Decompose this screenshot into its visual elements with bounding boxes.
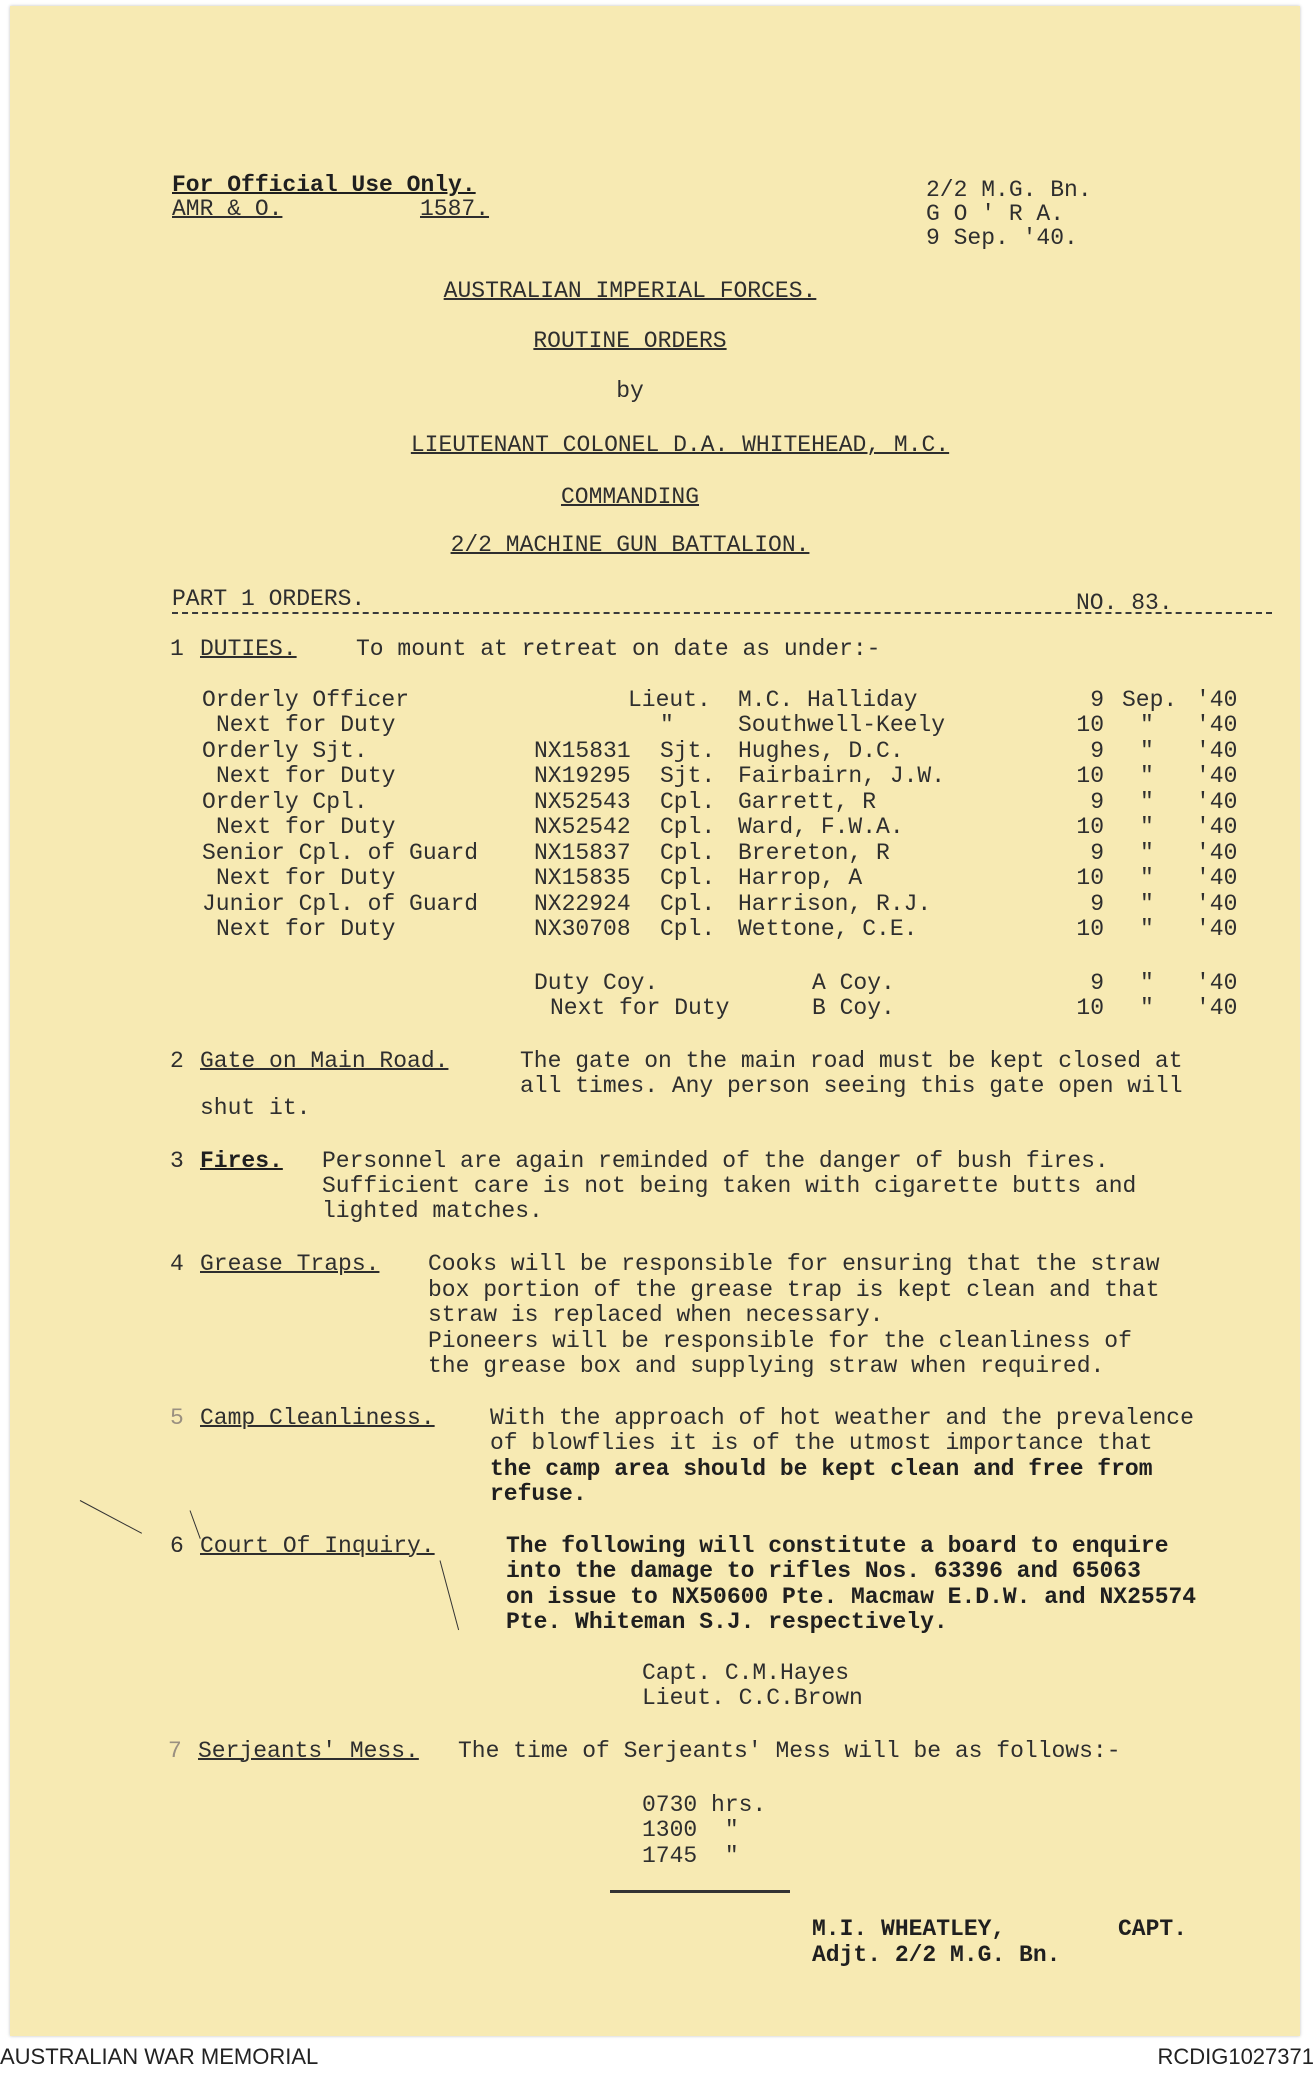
roster-role: Junior Cpl. of Guard <box>202 891 479 917</box>
roster-name: Harrison, R.J. <box>738 891 932 917</box>
roster-month: " <box>1140 763 1154 789</box>
roster-rank: Cpl. <box>660 840 716 866</box>
item-line: refuse. <box>490 1481 587 1507</box>
title-forces: AUSTRALIAN IMPERIAL FORCES. <box>443 278 817 304</box>
roster-number: NX15837 <box>534 840 631 866</box>
signatory-name: M.I. WHEATLEY, <box>812 1916 1006 1942</box>
roster-day: 10 <box>1076 916 1104 942</box>
roster-role: Orderly Cpl. <box>202 789 368 815</box>
roster-day: 9 <box>1090 738 1104 764</box>
roster-month: " <box>1140 840 1154 866</box>
coy-role: Duty Coy. <box>534 970 659 996</box>
item-heading: Grease Traps. <box>200 1251 380 1277</box>
roster-number: NX52542 <box>534 814 631 840</box>
roster-year: '40 <box>1196 840 1238 866</box>
coy-name: B Coy. <box>812 995 895 1021</box>
item-number: 4 <box>170 1251 184 1277</box>
archive-name: AUSTRALIAN WAR MEMORIAL <box>0 2044 319 2069</box>
roster-role: Next for Duty <box>216 712 396 738</box>
item-line: Pioneers will be responsible for the cleanliness of <box>428 1328 1132 1354</box>
item-line: Sufficient care is not being taken with cigarette butts and <box>322 1173 1137 1199</box>
item-line: Personnel are again reminded of the danger of bush fires. <box>322 1148 1109 1174</box>
roster-rank: Lieut. <box>628 687 711 713</box>
roster-role: Next for Duty <box>216 763 396 789</box>
item-line: the camp area should be kept clean and free from <box>490 1456 1153 1482</box>
roster-rank: Cpl. <box>660 865 716 891</box>
roster-year: '40 <box>1196 891 1238 917</box>
board-member: Capt. C.M.Hayes <box>642 1660 850 1686</box>
roster-rank: Sjt. <box>660 738 716 764</box>
roster-number: NX22924 <box>534 891 631 917</box>
roster-name: Hughes, D.C. <box>738 738 904 764</box>
item-heading: Court Of Inquiry. <box>200 1533 435 1559</box>
item-line: lighted matches. <box>322 1198 543 1224</box>
roster-year: '40 <box>1196 763 1238 789</box>
title-routine-orders: ROUTINE ORDERS <box>533 328 727 354</box>
order-number: NO. 83. <box>1076 590 1173 616</box>
title-by: by <box>616 378 644 404</box>
duties-heading: DUTIES. <box>200 636 297 662</box>
duties-number: 1 <box>170 636 184 662</box>
roster-name: Harrop, A <box>738 865 863 891</box>
roster-role: Orderly Sjt. <box>202 738 368 764</box>
roster-month: " <box>1140 891 1154 917</box>
title-commanding: COMMANDING <box>560 484 700 510</box>
item-line: The gate on the main road must be kept closed at <box>520 1048 1183 1074</box>
coy-day: 10 <box>1076 995 1104 1021</box>
roster-year: '40 <box>1196 687 1238 713</box>
roster-day: 9 <box>1090 840 1104 866</box>
coy-year: '40 <box>1196 970 1238 996</box>
roster-month: " <box>1140 738 1154 764</box>
roster-name: Southwell-Keely <box>738 712 946 738</box>
roster-year: '40 <box>1196 865 1238 891</box>
roster-name: Garrett, R <box>738 789 877 815</box>
item-heading: Camp Cleanliness. <box>200 1405 435 1431</box>
coy-role: Next for Duty <box>550 995 730 1021</box>
date-heading: 9 Sep. '40. <box>926 225 1078 251</box>
coy-day: 9 <box>1090 970 1104 996</box>
item-line: on issue to NX50600 Pte. Macmaw E.D.W. and NX25574 <box>506 1584 1197 1610</box>
roster-number: NX15831 <box>534 738 631 764</box>
roster-month: " <box>1140 814 1154 840</box>
roster-day: 10 <box>1076 712 1104 738</box>
mess-time: 1745 " <box>642 1843 739 1869</box>
roster-name: Ward, F.W.A. <box>738 814 904 840</box>
roster-number: NX19295 <box>534 763 631 789</box>
roster-role: Orderly Officer <box>202 687 410 713</box>
location-heading: G O ' R A. <box>926 201 1065 227</box>
part-heading: PART 1 ORDERS. <box>172 586 366 612</box>
roster-day: 10 <box>1076 865 1104 891</box>
title-commander: LIEUTENANT COLONEL D.A. WHITEHEAD, M.C. <box>410 432 950 458</box>
item-number: 7 <box>168 1738 182 1764</box>
item-heading: Gate on Main Road. <box>200 1048 449 1074</box>
document-page <box>10 6 1300 2036</box>
item-heading: Fires. <box>200 1148 283 1174</box>
roster-rank: Cpl. <box>660 814 716 840</box>
roster-number: NX30708 <box>534 916 631 942</box>
roster-role: Senior Cpl. of Guard <box>202 840 479 866</box>
roster-month: " <box>1140 865 1154 891</box>
roster-name: M.C. Halliday <box>738 687 918 713</box>
board-member: Lieut. C.C.Brown <box>642 1685 863 1711</box>
roster-role: Next for Duty <box>216 865 396 891</box>
roster-year: '40 <box>1196 916 1238 942</box>
duties-intro: To mount at retreat on date as under:- <box>356 636 881 662</box>
roster-rank: Cpl. <box>660 789 716 815</box>
roster-rank: " <box>660 712 674 738</box>
part-divider <box>172 612 1272 614</box>
roster-name: Fairbairn, J.W. <box>738 763 946 789</box>
roster-day: 10 <box>1076 763 1104 789</box>
roster-month: " <box>1140 712 1154 738</box>
roster-rank: Cpl. <box>660 891 716 917</box>
item-line: Cooks will be responsible for ensuring that the straw <box>428 1251 1160 1277</box>
item-line: the grease box and supplying straw when required. <box>428 1353 1105 1379</box>
signatory-rank: CAPT. <box>1118 1916 1188 1942</box>
item-line: of blowflies it is of the utmost importance that <box>490 1430 1153 1456</box>
roster-number: NX52543 <box>534 789 631 815</box>
coy-month: " <box>1140 995 1154 1021</box>
coy-year: '40 <box>1196 995 1238 1021</box>
roster-year: '40 <box>1196 712 1238 738</box>
roster-rank: Cpl. <box>660 916 716 942</box>
roster-month: " <box>1140 789 1154 815</box>
roster-role: Next for Duty <box>216 814 396 840</box>
item-number: 3 <box>170 1148 184 1174</box>
item-line: box portion of the grease trap is kept clean and that <box>428 1277 1160 1303</box>
coy-name: A Coy. <box>812 970 895 996</box>
roster-year: '40 <box>1196 789 1238 815</box>
roster-number: NX15835 <box>534 865 631 891</box>
item-line: shut it. <box>200 1095 311 1121</box>
item-number: 5 <box>170 1405 184 1431</box>
item-number: 6 <box>170 1533 184 1559</box>
item-line: all times. Any person seeing this gate open will <box>520 1073 1183 1099</box>
roster-rank: Sjt. <box>660 763 716 789</box>
roster-name: Wettone, C.E. <box>738 916 918 942</box>
item-line: straw is replaced when necessary. <box>428 1302 884 1328</box>
item-line: The following will constitute a board to enquire <box>506 1533 1169 1559</box>
roster-day: 9 <box>1090 687 1104 713</box>
roster-day: 9 <box>1090 891 1104 917</box>
official-use-heading: For Official Use Only. <box>172 172 476 198</box>
item-line: The time of Serjeants' Mess will be as follows:- <box>458 1738 1121 1764</box>
item-line: Pte. Whiteman S.J. respectively. <box>506 1609 948 1635</box>
mess-time: 0730 hrs. <box>642 1792 767 1818</box>
roster-day: 10 <box>1076 814 1104 840</box>
item-number: 2 <box>170 1048 184 1074</box>
coy-month: " <box>1140 970 1154 996</box>
roster-name: Brereton, R <box>738 840 890 866</box>
amr-number: 1587. <box>420 196 490 222</box>
signature-line <box>610 1890 790 1893</box>
amr-reference: AMR & O. <box>172 196 283 222</box>
archive-reference: RCDIG1027371 <box>1157 2044 1314 2069</box>
unit-heading: 2/2 M.G. Bn. <box>926 177 1092 203</box>
roster-year: '40 <box>1196 814 1238 840</box>
item-line: into the damage to rifles Nos. 63396 and 65063 <box>506 1558 1141 1584</box>
signatory-title: Adjt. 2/2 M.G. Bn. <box>812 1942 1061 1968</box>
item-line: With the approach of hot weather and the prevalence <box>490 1405 1194 1431</box>
roster-day: 9 <box>1090 789 1104 815</box>
roster-month: " <box>1140 916 1154 942</box>
mess-time: 1300 " <box>642 1817 739 1843</box>
item-heading: Serjeants' Mess. <box>198 1738 419 1764</box>
roster-month: Sep. <box>1122 687 1178 713</box>
roster-year: '40 <box>1196 738 1238 764</box>
title-battalion: 2/2 MACHINE GUN BATTALION. <box>450 532 810 558</box>
roster-role: Next for Duty <box>216 916 396 942</box>
